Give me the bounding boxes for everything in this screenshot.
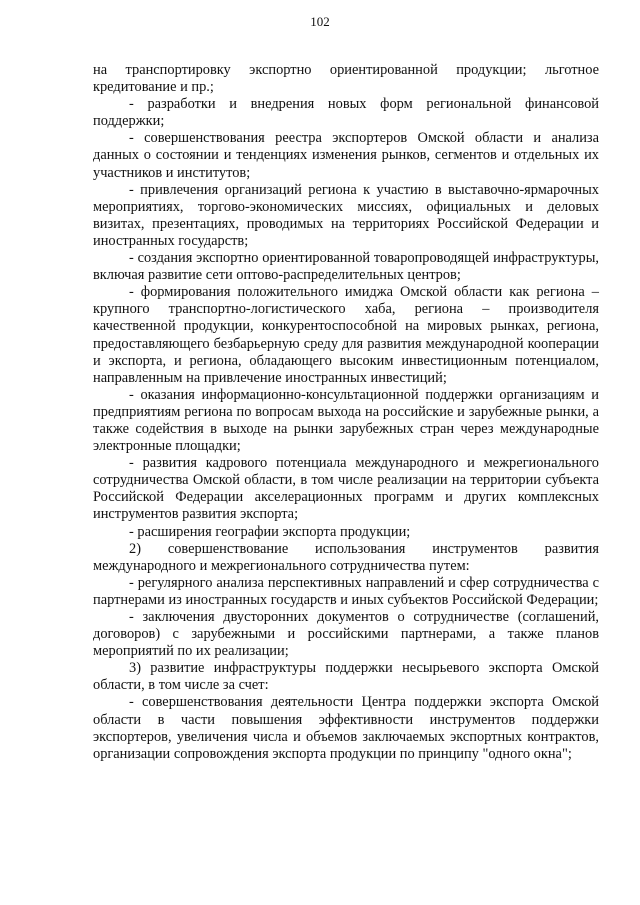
paragraph: на транспортировку экспортно ориентированной продукции; льготное кредитование и пр.; (93, 62, 599, 96)
paragraph: 2) совершенствование использования инструментов развития международного и межрегионального сотрудничества путем: (93, 540, 599, 574)
page-number: 102 (310, 14, 330, 29)
paragraph: - создания экспортно ориентированной товаропроводящей инфраструктуры, включая развитие сети оптово-распределительных центров; (93, 250, 599, 284)
paragraph: - развития кадрового потенциала международного и межрегионального сотрудничества Омской области, в том числе реализации на территории субъекта Российской Федерации акселерационных программ и других комплексных инструментов развития экспорта; (93, 455, 599, 523)
paragraph: 3) развитие инфраструктуры поддержки несырьевого экспорта Омской области, в том числе за счет: (93, 660, 599, 694)
paragraph: - оказания информационно-консультационной поддержки организациям и предприятиям региона по вопросам выхода на российские и зарубежные рынки, а также содействия в выходе на рынки зарубежных стран через международные электронные площадки; (93, 386, 599, 455)
paragraph: - расширения географии экспорта продукции; (129, 523, 411, 540)
paragraph: - совершенствования реестра экспортеров Омской области и анализа данных о состоянии и тенденциях изменения рынков, сегментов и отдельных их участников и институтов; (93, 130, 599, 181)
paragraph: - привлечения организаций региона к участию в выставочно-ярмарочных мероприятиях, торгово-экономических миссиях, официальных и деловых визитах, презентациях, проводимых на территориях Российской Федерации и иностранных государств; (93, 181, 599, 249)
document-body (93, 62, 599, 763)
paragraph: - совершенствования деятельности Центра поддержки экспорта Омской области в части повышения эффективности инструментов поддержки экспортеров, увеличения числа и объемов заключаемых экспортных контрактов, организации сопровождения экспорта продукции по принципу "одного окна"; (93, 694, 599, 762)
paragraph: - формирования положительного имиджа Омской области как региона – крупного транспортно-логистического хаба, региона – производителя качественной продукции, конкурентоспособной на мировых рынках, региона, предоставляющего безбарьерную среду для развития международной кооперации и экспорта, и региона, обладающего высоким инвестиционным потенциалом, направленным на привлечение иностранных инвестиций; (93, 284, 599, 386)
paragraph: - разработки и внедрения новых форм региональной финансовой поддержки; (93, 96, 599, 130)
paragraph: - регулярного анализа перспективных направлений и сфер сотрудничества с партнерами из иностранных государств и иных субъектов Российской Федерации; (93, 574, 599, 608)
paragraph: - заключения двусторонних документов о сотрудничестве (соглашений, договоров) с зарубежными и российскими партнерами, а также планов мероприятий по их реализации; (93, 609, 599, 660)
